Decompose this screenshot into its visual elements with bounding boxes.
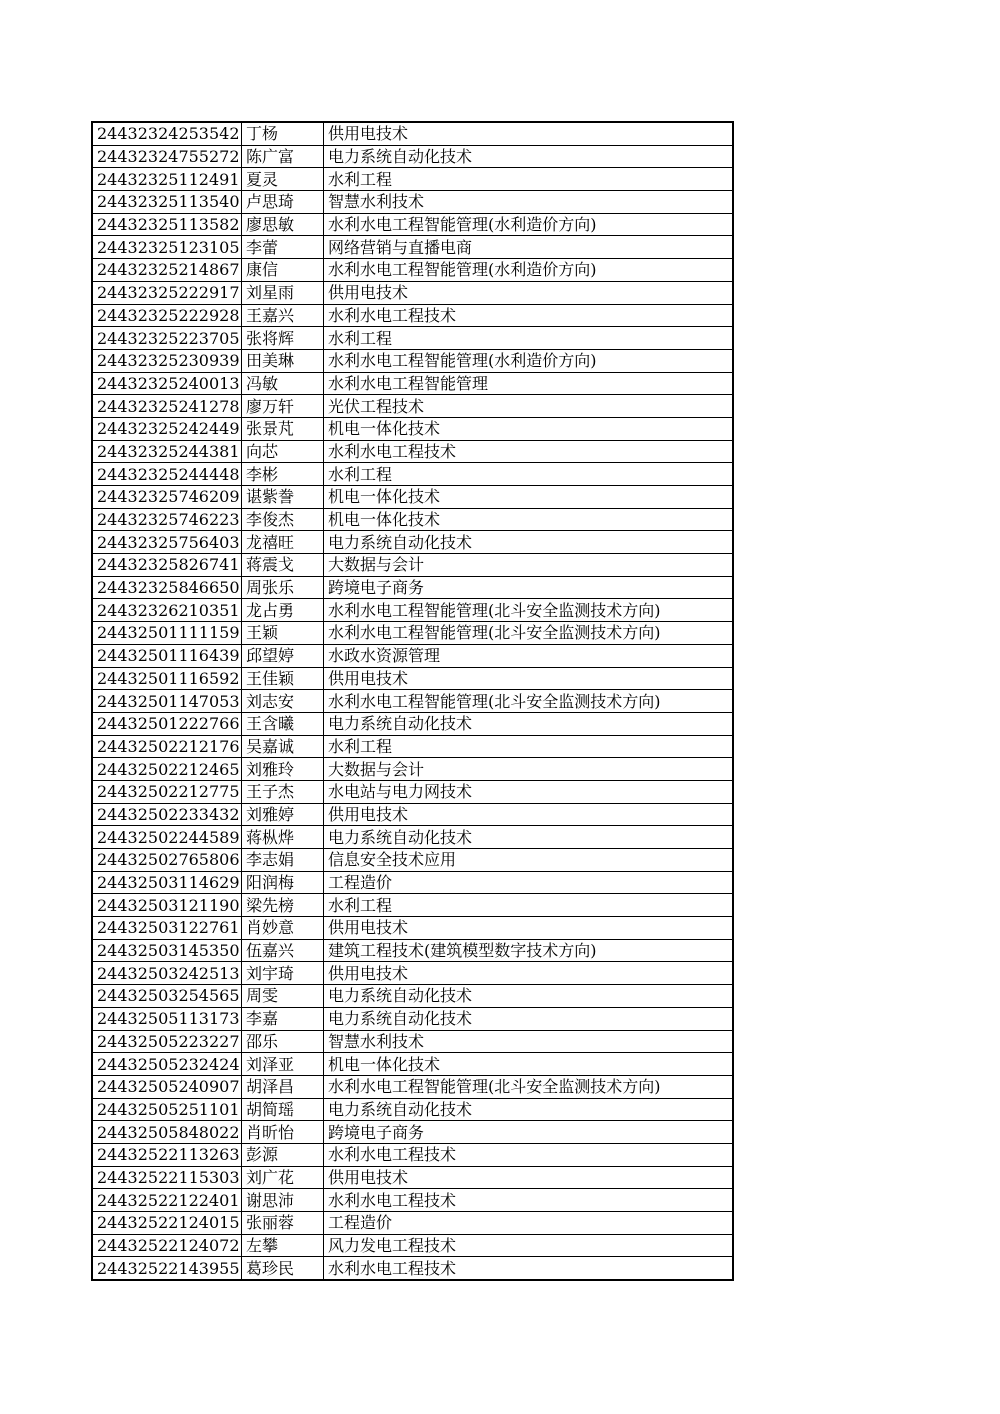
student-name-cell: 左攀 bbox=[242, 1234, 324, 1257]
table-row bbox=[92, 917, 733, 940]
student-name-cell: 张景芃 bbox=[242, 417, 324, 440]
student-name-cell: 张丽蓉 bbox=[242, 1212, 324, 1235]
student-name-cell: 周雯 bbox=[242, 985, 324, 1008]
student-name-cell: 康信 bbox=[242, 259, 324, 282]
student-name-cell: 梁先榜 bbox=[242, 894, 324, 917]
student-id-cell: 24432325846650 bbox=[92, 576, 242, 599]
student-name-cell: 蒋枞烨 bbox=[242, 826, 324, 849]
student-name-cell: 王嘉兴 bbox=[242, 304, 324, 327]
major-cell: 建筑工程技术(建筑模型数字技术方向) bbox=[324, 939, 734, 962]
major-cell: 电力系统自动化技术 bbox=[324, 1007, 734, 1030]
table-row bbox=[92, 1234, 733, 1257]
table-row bbox=[92, 1098, 733, 1121]
table-row bbox=[92, 395, 733, 418]
student-id-cell: 24432503254565 bbox=[92, 985, 242, 1008]
student-id-cell: 24432325113540 bbox=[92, 191, 242, 214]
student-id-cell: 24432522124015 bbox=[92, 1212, 242, 1235]
table-row bbox=[92, 122, 733, 145]
student-id-cell: 24432325244448 bbox=[92, 463, 242, 486]
student-id-cell: 24432505223227 bbox=[92, 1030, 242, 1053]
major-cell: 电力系统自动化技术 bbox=[324, 531, 734, 554]
major-cell: 信息安全技术应用 bbox=[324, 849, 734, 872]
student-id-cell: 24432502765806 bbox=[92, 849, 242, 872]
student-id-cell: 24432505232424 bbox=[92, 1053, 242, 1076]
student-id-cell: 24432501116439 bbox=[92, 644, 242, 667]
table-row bbox=[92, 780, 733, 803]
student-name-cell: 冯敏 bbox=[242, 372, 324, 395]
student-id-cell: 24432324755272 bbox=[92, 145, 242, 168]
table-row bbox=[92, 349, 733, 372]
student-name-cell: 刘志安 bbox=[242, 690, 324, 713]
student-name-cell: 阳润梅 bbox=[242, 871, 324, 894]
student-id-cell: 24432324253542 bbox=[92, 122, 242, 145]
major-cell: 光伏工程技术 bbox=[324, 395, 734, 418]
student-name-cell: 李志娟 bbox=[242, 849, 324, 872]
student-id-cell: 24432501222766 bbox=[92, 712, 242, 735]
table-row bbox=[92, 871, 733, 894]
student-id-cell: 24432503242513 bbox=[92, 962, 242, 985]
table-row bbox=[92, 939, 733, 962]
student-id-cell: 24432325230939 bbox=[92, 349, 242, 372]
student-id-cell: 24432325112491 bbox=[92, 168, 242, 191]
table-row bbox=[92, 1257, 733, 1280]
student-id-cell: 24432325241278 bbox=[92, 395, 242, 418]
table-row bbox=[92, 576, 733, 599]
student-name-cell: 周张乐 bbox=[242, 576, 324, 599]
major-cell: 供用电技术 bbox=[324, 281, 734, 304]
student-id-cell: 24432505240907 bbox=[92, 1075, 242, 1098]
student-id-cell: 24432501116592 bbox=[92, 667, 242, 690]
student-name-cell: 胡简瑶 bbox=[242, 1098, 324, 1121]
student-id-cell: 24432503145350 bbox=[92, 939, 242, 962]
major-cell: 水利水电工程技术 bbox=[324, 304, 734, 327]
major-cell: 电力系统自动化技术 bbox=[324, 1098, 734, 1121]
student-id-cell: 24432325223705 bbox=[92, 327, 242, 350]
student-name-cell: 龙占勇 bbox=[242, 599, 324, 622]
table-row bbox=[92, 440, 733, 463]
major-cell: 水利工程 bbox=[324, 327, 734, 350]
major-cell: 水利工程 bbox=[324, 168, 734, 191]
major-cell: 大数据与会计 bbox=[324, 554, 734, 577]
student-id-cell: 24432522143955 bbox=[92, 1257, 242, 1280]
student-name-cell: 胡泽昌 bbox=[242, 1075, 324, 1098]
student-name-cell: 王子杰 bbox=[242, 780, 324, 803]
major-cell: 水利水电工程智能管理(水利造价方向) bbox=[324, 213, 734, 236]
table-row bbox=[92, 1143, 733, 1166]
student-id-cell: 24432505848022 bbox=[92, 1121, 242, 1144]
student-id-cell: 24432522122401 bbox=[92, 1189, 242, 1212]
student-name-cell: 廖思敏 bbox=[242, 213, 324, 236]
major-cell: 供用电技术 bbox=[324, 917, 734, 940]
major-cell: 电力系统自动化技术 bbox=[324, 145, 734, 168]
student-name-cell: 邵乐 bbox=[242, 1030, 324, 1053]
student-name-cell: 邱望婷 bbox=[242, 644, 324, 667]
major-cell: 机电一体化技术 bbox=[324, 486, 734, 509]
student-id-cell: 24432325826741 bbox=[92, 554, 242, 577]
major-cell: 水利水电工程智能管理(北斗安全监测技术方向) bbox=[324, 622, 734, 645]
student-name-cell: 伍嘉兴 bbox=[242, 939, 324, 962]
student-name-cell: 刘雅玲 bbox=[242, 758, 324, 781]
major-cell: 供用电技术 bbox=[324, 803, 734, 826]
student-id-cell: 24432505113173 bbox=[92, 1007, 242, 1030]
major-cell: 水利水电工程智能管理(北斗安全监测技术方向) bbox=[324, 599, 734, 622]
major-cell: 跨境电子商务 bbox=[324, 1121, 734, 1144]
student-id-cell: 24432325244381 bbox=[92, 440, 242, 463]
student-id-cell: 24432325746223 bbox=[92, 508, 242, 531]
roster-table bbox=[91, 121, 734, 1281]
student-name-cell: 李蕾 bbox=[242, 236, 324, 259]
major-cell: 供用电技术 bbox=[324, 667, 734, 690]
table-row bbox=[92, 236, 733, 259]
student-id-cell: 24432503114629 bbox=[92, 871, 242, 894]
table-row bbox=[92, 486, 733, 509]
student-id-cell: 24432522115303 bbox=[92, 1166, 242, 1189]
major-cell: 水利水电工程技术 bbox=[324, 440, 734, 463]
student-id-cell: 24432505251101 bbox=[92, 1098, 242, 1121]
table-row bbox=[92, 213, 733, 236]
student-name-cell: 王含曦 bbox=[242, 712, 324, 735]
table-row bbox=[92, 894, 733, 917]
student-id-cell: 24432501147053 bbox=[92, 690, 242, 713]
student-name-cell: 谢思沛 bbox=[242, 1189, 324, 1212]
student-name-cell: 陈广富 bbox=[242, 145, 324, 168]
table-row bbox=[92, 1121, 733, 1144]
table-row bbox=[92, 1166, 733, 1189]
major-cell: 工程造价 bbox=[324, 871, 734, 894]
major-cell: 水利工程 bbox=[324, 735, 734, 758]
major-cell: 供用电技术 bbox=[324, 1166, 734, 1189]
student-id-cell: 24432503122761 bbox=[92, 917, 242, 940]
student-name-cell: 李嘉 bbox=[242, 1007, 324, 1030]
student-id-cell: 24432326210351 bbox=[92, 599, 242, 622]
student-name-cell: 蒋震戈 bbox=[242, 554, 324, 577]
table-row bbox=[92, 145, 733, 168]
table-row bbox=[92, 531, 733, 554]
table-row bbox=[92, 599, 733, 622]
student-id-cell: 24432503121190 bbox=[92, 894, 242, 917]
table-row bbox=[92, 667, 733, 690]
table-row bbox=[92, 372, 733, 395]
table-row bbox=[92, 1053, 733, 1076]
major-cell: 电力系统自动化技术 bbox=[324, 826, 734, 849]
major-cell: 跨境电子商务 bbox=[324, 576, 734, 599]
student-name-cell: 谌紫誊 bbox=[242, 486, 324, 509]
table-row bbox=[92, 826, 733, 849]
table-row bbox=[92, 554, 733, 577]
student-id-cell: 24432325123105 bbox=[92, 236, 242, 259]
table-row bbox=[92, 508, 733, 531]
table-row bbox=[92, 735, 733, 758]
major-cell: 电力系统自动化技术 bbox=[324, 712, 734, 735]
major-cell: 智慧水利技术 bbox=[324, 1030, 734, 1053]
major-cell: 水利水电工程智能管理(北斗安全监测技术方向) bbox=[324, 1075, 734, 1098]
major-cell: 风力发电工程技术 bbox=[324, 1234, 734, 1257]
student-id-cell: 24432325756403 bbox=[92, 531, 242, 554]
student-name-cell: 刘雅婷 bbox=[242, 803, 324, 826]
table-row bbox=[92, 758, 733, 781]
student-name-cell: 向芯 bbox=[242, 440, 324, 463]
table-row bbox=[92, 1212, 733, 1235]
student-id-cell: 24432325222928 bbox=[92, 304, 242, 327]
major-cell: 机电一体化技术 bbox=[324, 417, 734, 440]
major-cell: 网络营销与直播电商 bbox=[324, 236, 734, 259]
major-cell: 电力系统自动化技术 bbox=[324, 985, 734, 1008]
student-name-cell: 肖昕怡 bbox=[242, 1121, 324, 1144]
major-cell: 大数据与会计 bbox=[324, 758, 734, 781]
table-row bbox=[92, 259, 733, 282]
major-cell: 水利水电工程智能管理(水利造价方向) bbox=[324, 349, 734, 372]
table-row bbox=[92, 1075, 733, 1098]
student-name-cell: 卢思琦 bbox=[242, 191, 324, 214]
student-name-cell: 丁杨 bbox=[242, 122, 324, 145]
major-cell: 工程造价 bbox=[324, 1212, 734, 1235]
student-name-cell: 张将辉 bbox=[242, 327, 324, 350]
table-row bbox=[92, 712, 733, 735]
student-id-cell: 24432325746209 bbox=[92, 486, 242, 509]
student-name-cell: 刘宇琦 bbox=[242, 962, 324, 985]
student-id-cell: 24432502212176 bbox=[92, 735, 242, 758]
student-name-cell: 廖万轩 bbox=[242, 395, 324, 418]
student-name-cell: 肖妙意 bbox=[242, 917, 324, 940]
major-cell: 水利水电工程技术 bbox=[324, 1257, 734, 1280]
major-cell: 水利水电工程智能管理(水利造价方向) bbox=[324, 259, 734, 282]
student-name-cell: 王颖 bbox=[242, 622, 324, 645]
table-row bbox=[92, 304, 733, 327]
major-cell: 供用电技术 bbox=[324, 962, 734, 985]
student-id-cell: 24432522124072 bbox=[92, 1234, 242, 1257]
student-name-cell: 李彬 bbox=[242, 463, 324, 486]
major-cell: 水利工程 bbox=[324, 894, 734, 917]
student-id-cell: 24432325222917 bbox=[92, 281, 242, 304]
student-name-cell: 葛珍民 bbox=[242, 1257, 324, 1280]
student-name-cell: 刘泽亚 bbox=[242, 1053, 324, 1076]
major-cell: 水政水资源管理 bbox=[324, 644, 734, 667]
student-name-cell: 吴嘉诚 bbox=[242, 735, 324, 758]
table-row bbox=[92, 985, 733, 1008]
table-row bbox=[92, 191, 733, 214]
student-name-cell: 刘星雨 bbox=[242, 281, 324, 304]
table-row bbox=[92, 1189, 733, 1212]
table-row bbox=[92, 463, 733, 486]
student-id-cell: 24432325214867 bbox=[92, 259, 242, 282]
student-id-cell: 24432502212465 bbox=[92, 758, 242, 781]
student-name-cell: 彭源 bbox=[242, 1143, 324, 1166]
major-cell: 水利水电工程智能管理 bbox=[324, 372, 734, 395]
major-cell: 水利水电工程智能管理(北斗安全监测技术方向) bbox=[324, 690, 734, 713]
table-row bbox=[92, 168, 733, 191]
student-id-cell: 24432502212775 bbox=[92, 780, 242, 803]
student-id-cell: 24432325242449 bbox=[92, 417, 242, 440]
student-name-cell: 刘广花 bbox=[242, 1166, 324, 1189]
table-row bbox=[92, 327, 733, 350]
student-id-cell: 24432325240013 bbox=[92, 372, 242, 395]
student-name-cell: 李俊杰 bbox=[242, 508, 324, 531]
table-row bbox=[92, 962, 733, 985]
student-id-cell: 24432502244589 bbox=[92, 826, 242, 849]
student-name-cell: 田美琳 bbox=[242, 349, 324, 372]
student-id-cell: 24432501111159 bbox=[92, 622, 242, 645]
student-id-cell: 24432522113263 bbox=[92, 1143, 242, 1166]
table-row bbox=[92, 690, 733, 713]
student-id-cell: 24432325113582 bbox=[92, 213, 242, 236]
student-name-cell: 夏灵 bbox=[242, 168, 324, 191]
table-row bbox=[92, 644, 733, 667]
table-row bbox=[92, 1007, 733, 1030]
table-row bbox=[92, 281, 733, 304]
major-cell: 机电一体化技术 bbox=[324, 508, 734, 531]
table-row bbox=[92, 803, 733, 826]
table-row bbox=[92, 849, 733, 872]
student-id-cell: 24432502233432 bbox=[92, 803, 242, 826]
major-cell: 水利水电工程技术 bbox=[324, 1143, 734, 1166]
major-cell: 水电站与电力网技术 bbox=[324, 780, 734, 803]
roster-body bbox=[92, 122, 733, 1280]
major-cell: 水利水电工程技术 bbox=[324, 1189, 734, 1212]
major-cell: 供用电技术 bbox=[324, 122, 734, 145]
student-name-cell: 龙禧旺 bbox=[242, 531, 324, 554]
student-name-cell: 王佳颖 bbox=[242, 667, 324, 690]
table-row bbox=[92, 622, 733, 645]
major-cell: 机电一体化技术 bbox=[324, 1053, 734, 1076]
major-cell: 水利工程 bbox=[324, 463, 734, 486]
table-row bbox=[92, 1030, 733, 1053]
table-row bbox=[92, 417, 733, 440]
major-cell: 智慧水利技术 bbox=[324, 191, 734, 214]
